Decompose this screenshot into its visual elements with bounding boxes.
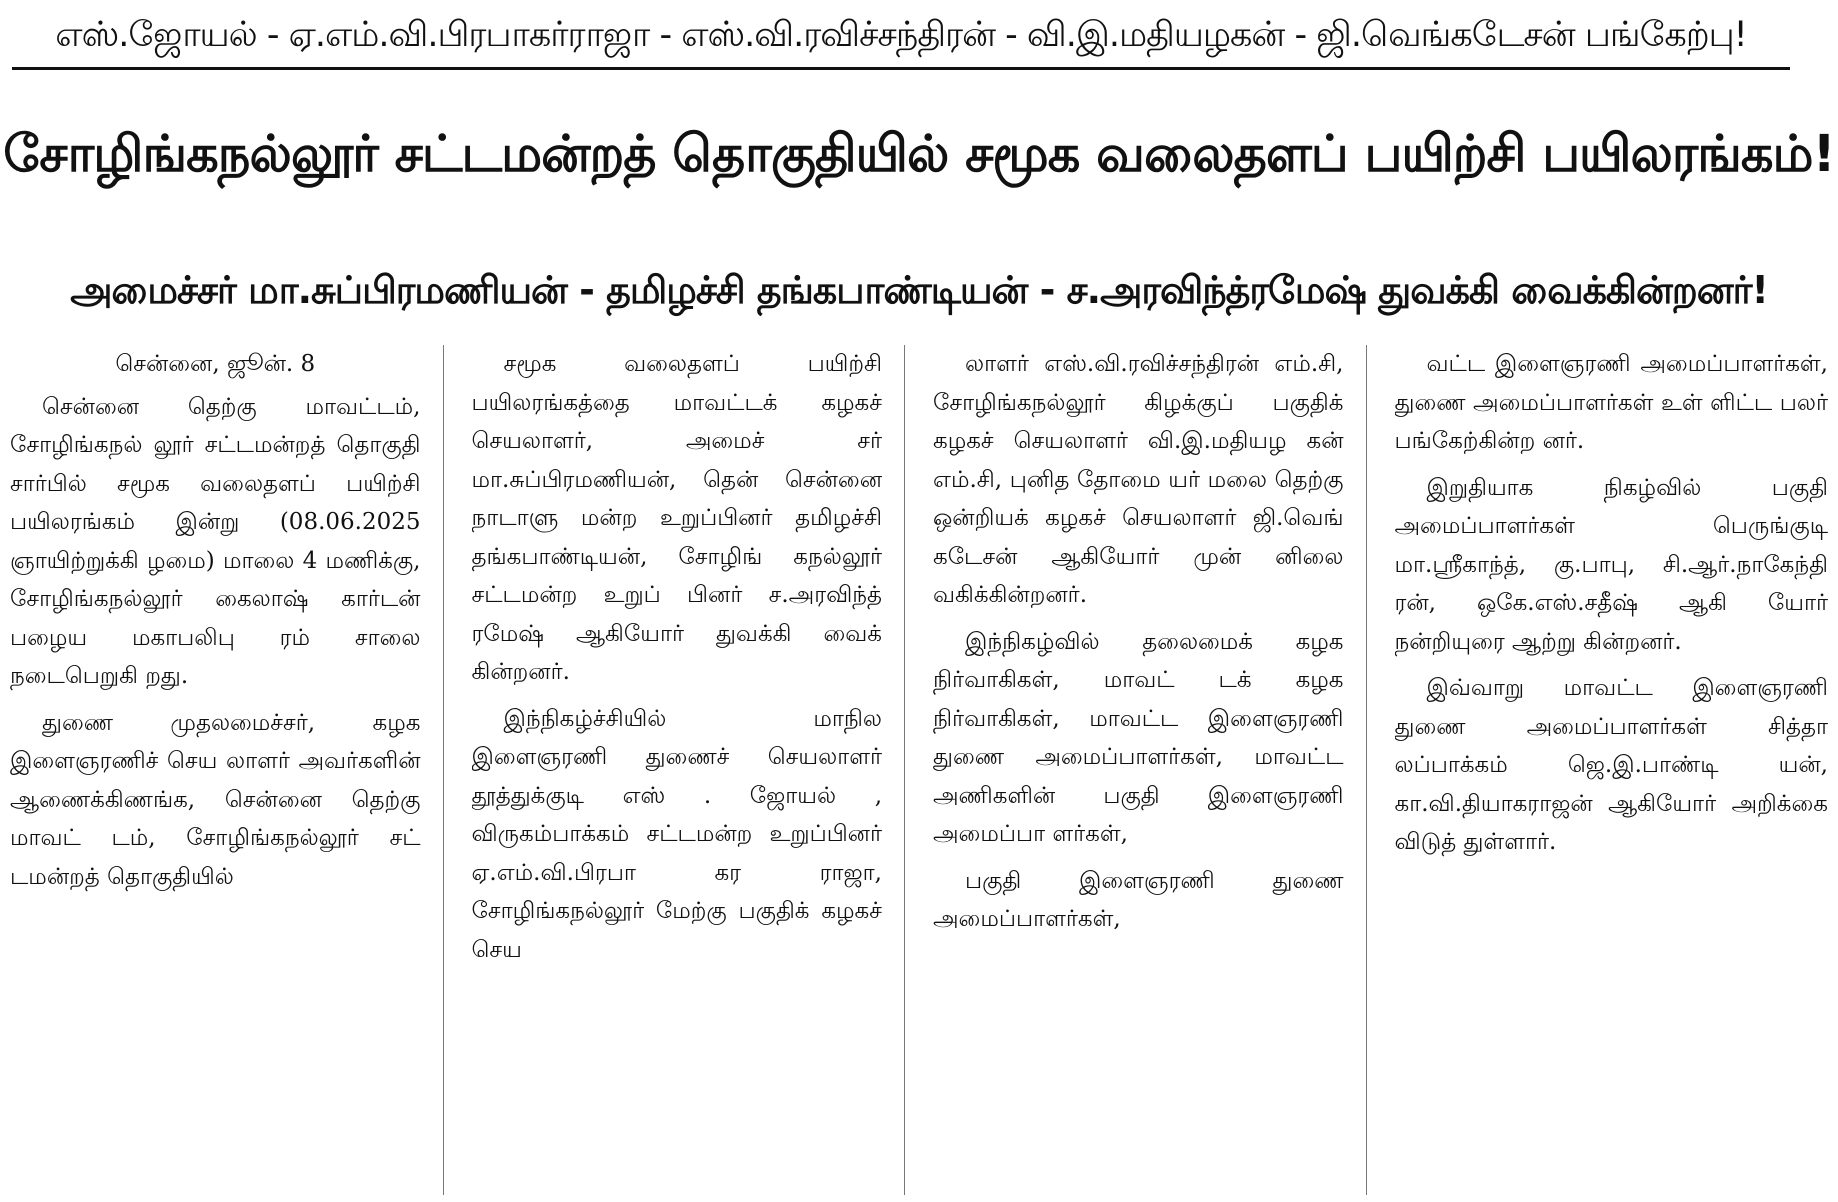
paragraph: சென்னை தெற்கு மாவட்டம், சோழிங்கநல் லூர் சட்டமன்றத் தொகுதி சார்பில் சமூக வலைதளப் பயிற்சி பயிலரங்கம் இன்று (08.06.2025 ஞாயிற்றுக்கி ழமை) மாலை 4 மணிக்கு, சோழிங்கநல்லூர் கைலாஷ் கார்டன் பழைய மகாபலிபு ரம் சாலை நடைபெறுகி றது.	[10, 393, 421, 689]
article-column-4	[1395, 345, 1829, 1195]
article-body	[10, 345, 1828, 1195]
paragraph: சமூக வலைதளப் பயிற்சி பயிலரங்கத்தை மாவட்டக் கழகச் செயலாளர், அமைச் சர் மா.சுப்பிரமணியன், தென் சென்னை நாடாளு மன்ற உறுப்பினர் தமிழச்சி தங்கபாண்டியன், சோழிங் கநல்லூர் சட்டமன்ற உறுப் பினர் ச.அரவிந்த் ரமேஷ் ஆகியோர் துவக்கி வைக் கின்றனர்.	[471, 351, 882, 685]
article-column-1	[10, 345, 444, 1195]
article-column-2	[472, 345, 906, 1195]
dateline: சென்னை, ஜூன். 8	[115, 351, 316, 377]
kicker-line: எஸ்.ஜோயல் - ஏ.எம்.வி.பிரபாகர்ராஜா - எஸ்.வி.ரவிச்சந்திரன் - வி.இ.மதியழகன் - ஜி.வெங்கடேசன் பங்கேற்பு!	[12, 0, 1790, 70]
paragraph: இறுதியாக நிகழ்வில் பகுதி அமைப்பாளர்கள் பெருங்குடி மா.ஸ்ரீகாந்த், கு.பாபு, சி.ஆர்.நாகேந்தி ரன், ஒகே.எஸ்.சதீஷ் ஆகி யோர் நன்றியுரை ஆற்று கின்றனர்.	[1394, 474, 1828, 655]
paragraph: இந்நிகழ்ச்சியில் மாநில இளைஞரணி துணைச் செயலாளர் தூத்துக்குடி எஸ் . ஜோயல் , விருகம்பாக்கம் சட்டமன்ற உறுப்பினர் ஏ.எம்.வி.பிரபா கர ராஜா, சோழிங்கநல்லூர் மேற்கு பகுதிக் கழகச் செய	[471, 705, 882, 963]
paragraph: துணை முதலமைச்சர், கழக இளைஞரணிச் செய லாளர் அவர்களின் ஆணைக்கிணங்க, சென்னை தெற்கு மாவட் டம், சோழிங்கநல்லூர் சட் டமன்றத் தொகுதியில்	[10, 709, 421, 890]
paragraph: இந்நிகழ்வில் தலைமைக் கழக நிர்வாகிகள், மாவட் டக் கழக நிர்வாகிகள், மாவட்ட இளைஞரணி துணை அமைப்பாளர்கள், மாவட்ட அணிகளின் பகுதி இளைஞரணி அமைப்பா ளர்கள்,	[933, 628, 1344, 847]
paragraph: பகுதி இளைஞரணி துணை அமைப்பாளர்கள்,	[933, 867, 1344, 932]
article-column-3	[933, 345, 1367, 1195]
paragraph: வட்ட இளைஞரணி அமைப்பாளர்கள், துணை அமைப்பாளர்கள் உள் ளிட்ட பலர் பங்கேற்கின்ற னர்.	[1394, 351, 1828, 454]
subheadline: அமைச்சர் மா.சுப்பிரமணியன் - தமிழச்சி தங்கபாண்டியன் - ச.அரவிந்த்ரமேஷ் துவக்கி வைக்கின்றனர்!	[70, 268, 1768, 312]
headline: சோழிங்கநல்லூர் சட்டமன்றத் தொகுதியில் சமூக வலைதளப் பயிற்சி பயிலரங்கம்!	[3, 125, 1835, 184]
paragraph: இவ்வாறு மாவட்ட இளைஞரணி துணை அமைப்பாளர்கள் சித்தா லப்பாக்கம் ஜெ.இ.பாண்டி யன், கா.வி.தியாகராஜன் ஆகியோர் அறிக்கை விடுத் துள்ளார்.	[1394, 675, 1828, 855]
paragraph: லாளர் எஸ்.வி.ரவிச்சந்திரன் எம்.சி, சோழிங்கநல்லூர் கிழக்குப் பகுதிக் கழகச் செயலாளர் வி.இ.மதியழ கன் எம்.சி, புனித தோமை யர் மலை தெற்கு ஒன்றியக் கழகச் செயலாளர் ஜி.வெங் கடேசன் ஆகியோர் முன் னிலை வகிக்கின்றனர்.	[933, 351, 1344, 608]
